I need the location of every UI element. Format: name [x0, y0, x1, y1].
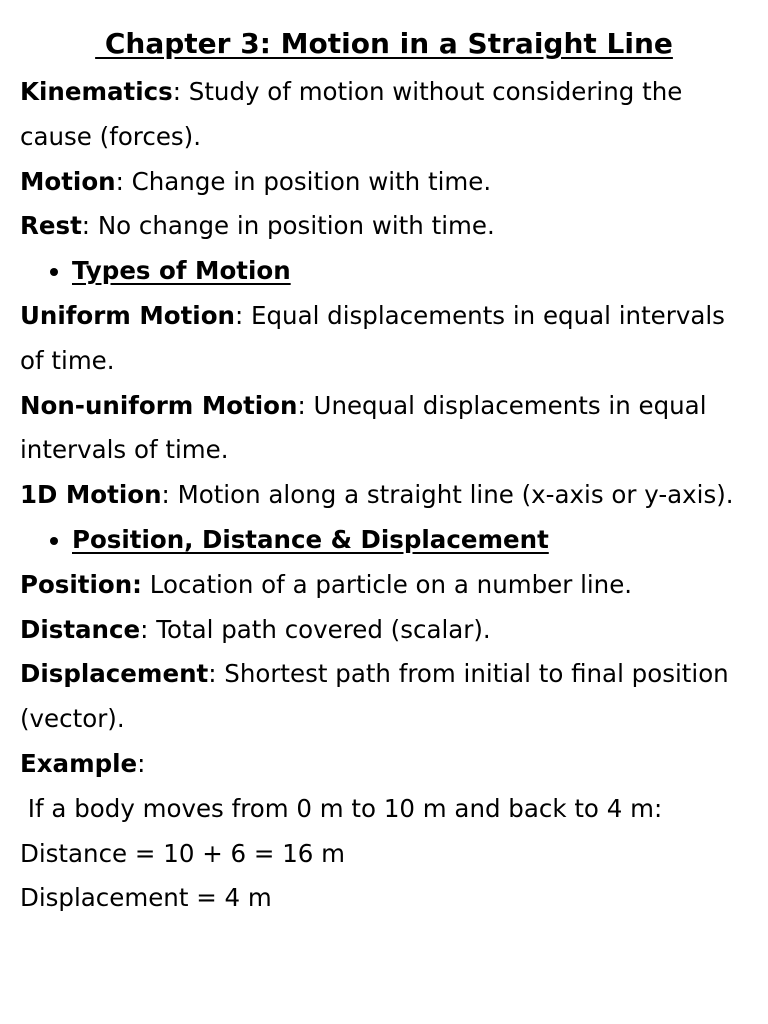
definition-separator: :	[81, 211, 98, 241]
definition-uniform-motion	[20, 294, 748, 384]
definition-term: Non-uniform Motion	[20, 390, 298, 420]
definition-term: Position:	[20, 569, 142, 599]
section-heading-text: Types of Motion	[72, 256, 291, 286]
definition-term: Displacement	[20, 659, 209, 689]
page-title	[20, 24, 748, 64]
bullet-dot-icon	[50, 268, 58, 276]
example-label	[20, 742, 748, 787]
definition-1d-motion	[20, 473, 748, 518]
definition-separator: :	[208, 659, 225, 689]
example-line: Displacement = 4 m	[20, 883, 272, 913]
example-term: Example	[20, 748, 138, 778]
section-heading-position-distance-displacement	[20, 518, 748, 563]
definition-non-uniform-motion	[20, 384, 748, 474]
section-heading-types-of-motion	[20, 249, 748, 294]
definition-text: Total path covered (scalar).	[156, 614, 491, 644]
definition-text: No change in position with time.	[97, 211, 495, 241]
example-separator: :	[137, 748, 146, 778]
definition-rest	[20, 204, 748, 249]
definition-separator: :	[115, 166, 132, 196]
example-line: If a body moves from 0 m to 10 m and back to 4 m:	[20, 793, 663, 823]
definition-text: Location of a particle on a number line.	[149, 569, 633, 599]
definition-separator: :	[172, 77, 189, 106]
definition-position	[20, 563, 748, 608]
definition-separator	[142, 570, 150, 599]
bullet-dot-icon	[50, 537, 58, 545]
definition-kinematics	[20, 70, 748, 160]
definition-displacement	[20, 652, 748, 742]
definition-term: Uniform Motion	[20, 300, 235, 330]
definition-motion	[20, 160, 748, 205]
definition-distance	[20, 608, 748, 653]
definition-text: Equal displacements in equal intervals of time.	[20, 300, 733, 375]
definition-term: Motion	[20, 166, 116, 196]
definition-separator: :	[297, 390, 314, 420]
definition-text: Motion along a straight line (x-axis or y-axis).	[177, 480, 734, 510]
definition-term: Distance	[20, 614, 141, 644]
definition-separator: :	[140, 614, 157, 644]
definition-term: 1D Motion	[20, 480, 162, 510]
definition-text: Unequal displacements in equal intervals of time.	[20, 390, 715, 465]
definition-separator: :	[234, 300, 252, 330]
definition-term: Rest	[20, 211, 82, 241]
page-title-text: Chapter 3: Motion in a Straight Line	[95, 27, 673, 60]
example-line: Distance = 10 + 6 = 16 m	[20, 838, 346, 868]
definition-text: Change in position with time.	[131, 166, 492, 196]
definition-separator: :	[161, 480, 178, 510]
definition-text: Study of motion without considering the cause (forces).	[20, 77, 691, 151]
definition-text: Shortest path from initial to final position (vector).	[20, 659, 737, 734]
definition-term: Kinematics	[20, 77, 173, 106]
section-heading-text: Position, Distance & Displacement	[72, 524, 549, 554]
